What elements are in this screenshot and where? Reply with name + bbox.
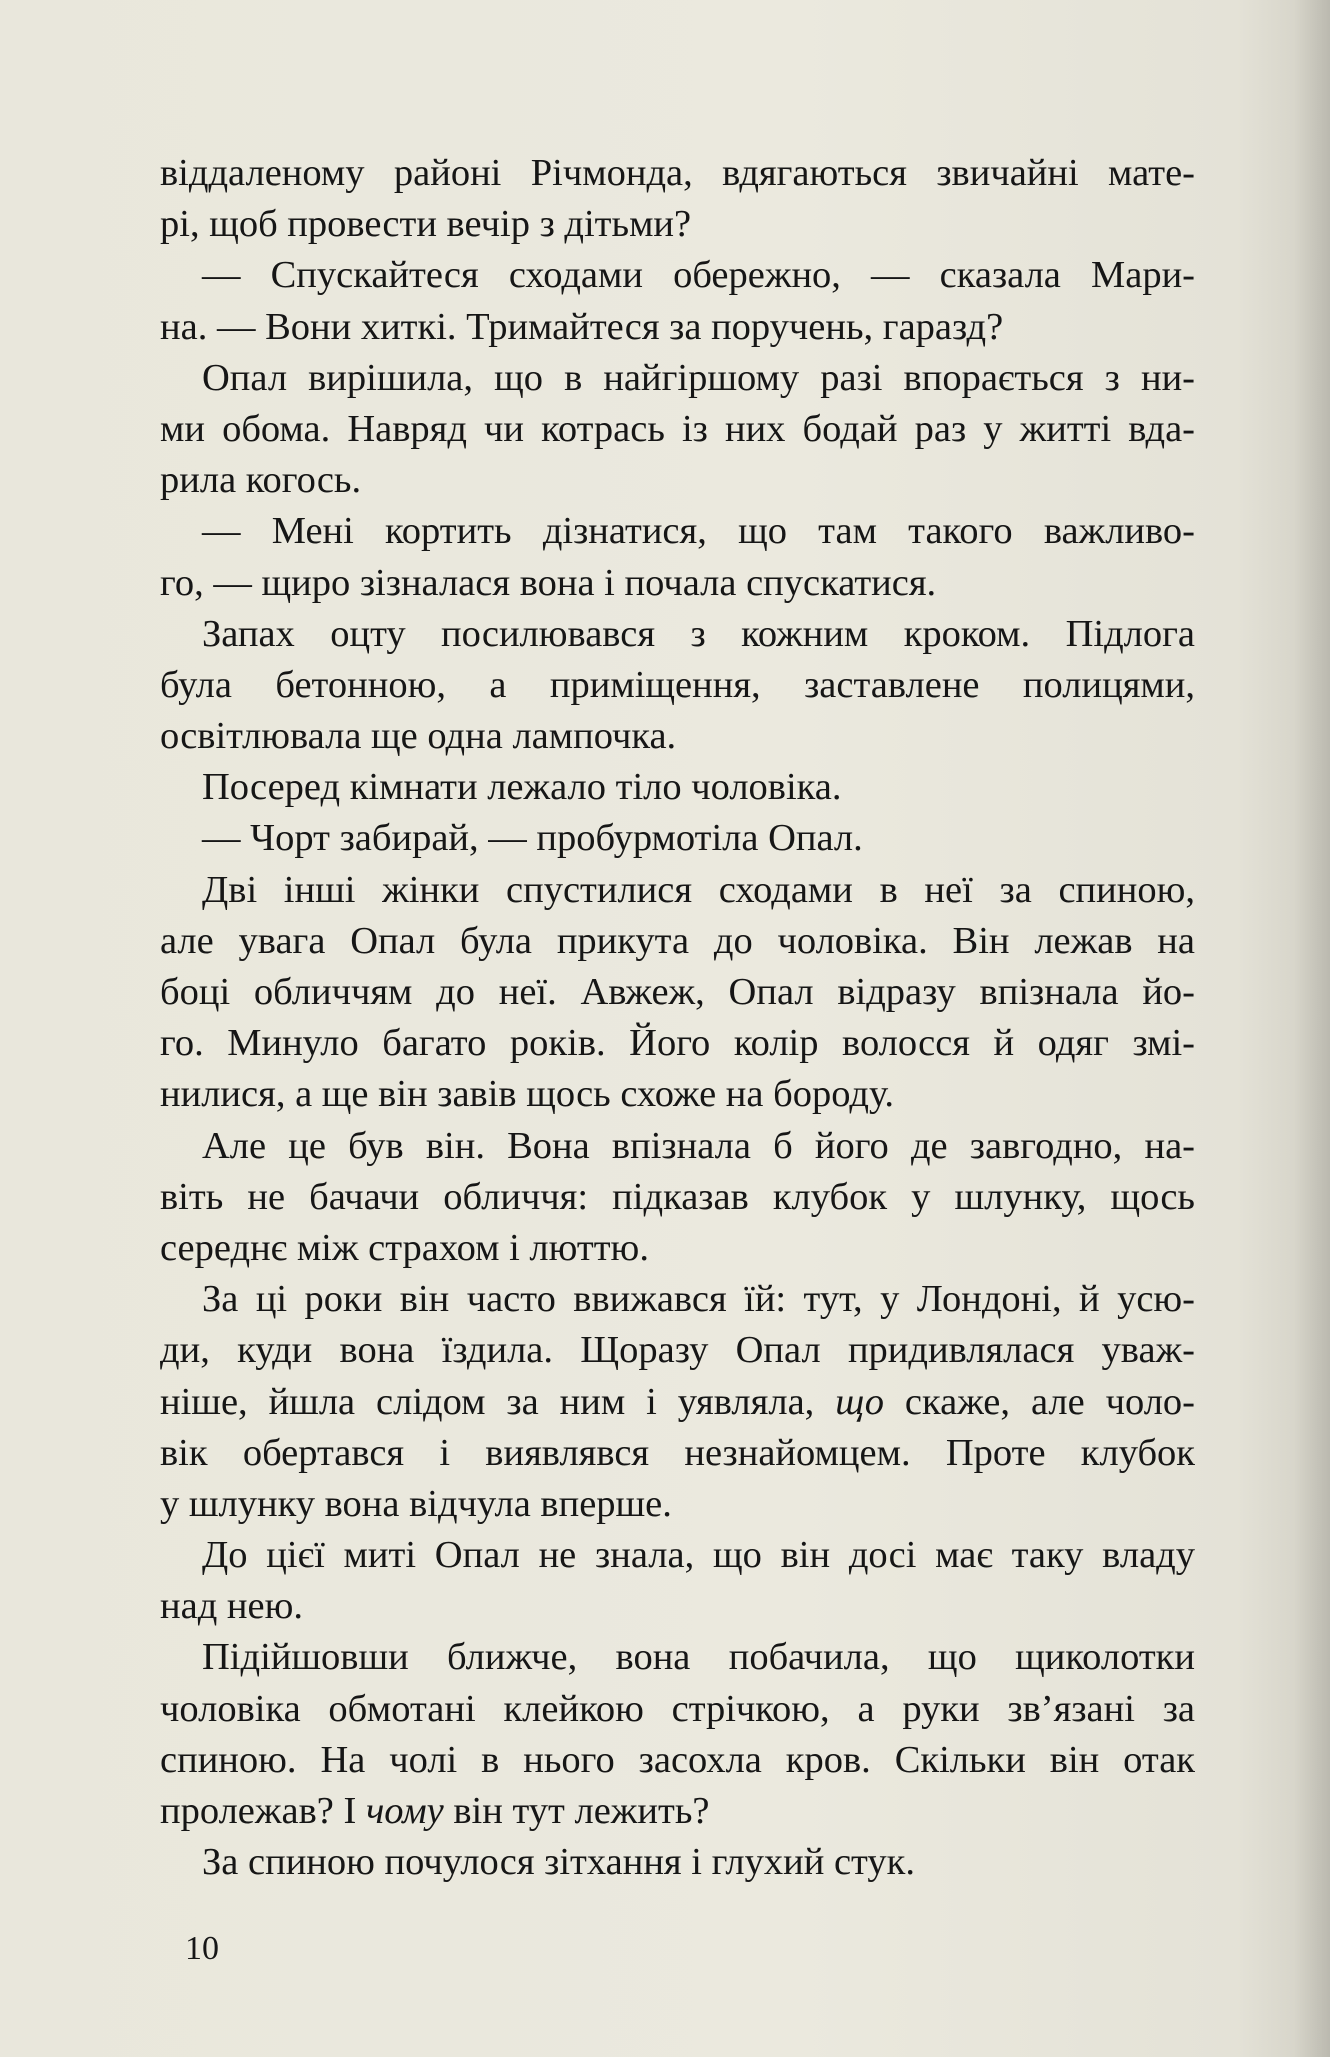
text-line: — Спускайтеся сходами обережно, — сказала Мари- <box>202 254 1195 297</box>
text-line: го. Минуло багато років. Його колір волосся й одяг змі- <box>160 1022 1195 1065</box>
text-line: Опал вирішила, що в найгіршому разі впорається з ни- <box>202 356 1195 399</box>
text-line: пролежав? І чому він тут лежить? <box>160 1790 710 1832</box>
paragraph <box>160 1121 1195 1275</box>
text-line: чоловіка обмотані клейкою стрічкою, а руки зв’язані за <box>160 1687 1195 1730</box>
text-line: боці обличчям до неї. Авжеж, Опал відразу впізнала йо- <box>160 971 1195 1013</box>
paragraph <box>160 148 1195 250</box>
paragraph <box>160 1632 1195 1837</box>
text-line: у шлунку вона відчула вперше. <box>160 1482 672 1525</box>
paragraph <box>160 762 1195 813</box>
paragraph <box>160 250 1195 352</box>
text-line: го, — щиро зізналася вона і почала спускатися. <box>160 561 937 604</box>
text-line: рі, щоб провести вечір з дітьми? <box>160 203 692 246</box>
body-text <box>160 148 1195 1888</box>
text-line: спиною. На чолі в нього засохла кров. Скільки він отак <box>160 1738 1195 1781</box>
paragraph <box>160 353 1195 507</box>
text-line: освітлювала ще одна лампочка. <box>160 715 677 758</box>
text-line: нилися, а ще він завів щось схоже на бороду. <box>160 1073 894 1116</box>
text-line: — Чорт забирай, — пробурмотіла Опал. <box>202 817 863 860</box>
text-line: на. — Вони хиткі. Тримайтеся за поручень, гаразд? <box>160 305 1004 348</box>
text-line: Але це був він. Вона впізнала б його де завгодно, на- <box>202 1124 1195 1167</box>
page-number: 10 <box>185 1930 219 1967</box>
text-line: ніше, йшла слідом за ним і уявляла, що скаже, але чоло- <box>160 1380 1195 1423</box>
text-line: Підійшовши ближче, вона побачила, що щиколотки <box>202 1636 1195 1679</box>
paragraph <box>160 506 1195 608</box>
text-line: За спиною почулося зітхання і глухий стук. <box>202 1841 915 1884</box>
paragraph <box>160 1837 1195 1888</box>
text-line: але увага Опал була прикута до чоловіка. Він лежав на <box>160 919 1195 962</box>
paragraph <box>160 609 1195 763</box>
text-line: вік обертався і виявлявся незнайомцем. Проте клубок <box>160 1431 1195 1474</box>
paragraph <box>160 1530 1195 1632</box>
text-line: середнє між страхом і люттю. <box>160 1226 649 1269</box>
text-line: За ці роки він часто ввижався їй: тут, у Лондоні, й усю- <box>202 1278 1195 1321</box>
page-edge-shadow <box>1294 0 1330 2057</box>
text-line: ди, куди вона їздила. Щоразу Опал придивлялася уваж- <box>160 1329 1195 1372</box>
text-line: ми обома. Навряд чи котрась із них бодай раз у житті вда- <box>160 407 1195 450</box>
text-line: — Мені кортить дізнатися, що там такого важливо- <box>202 510 1195 553</box>
text-line: Дві інші жінки спустилися сходами в неї за спиною, <box>202 868 1195 911</box>
text-line: віть не бачачи обличчя: підказав клубок у шлунку, щось <box>160 1175 1195 1218</box>
text-line: рила когось. <box>160 459 362 502</box>
text-line: віддаленому районі Річмонда, вдягаються звичайні мате- <box>160 152 1195 194</box>
paragraph <box>160 865 1195 1121</box>
paragraph <box>160 813 1195 864</box>
text-line: була бетонною, а приміщення, заставлене полицями, <box>160 663 1195 706</box>
text-line: Запах оцту посилювався з кожним кроком. Підлога <box>202 612 1195 655</box>
text-line: До цієї миті Опал не знала, що він досі має таку владу <box>202 1534 1195 1577</box>
text-line: Посеред кімнати лежало тіло чоловіка. <box>202 766 842 809</box>
paragraph <box>160 1274 1195 1530</box>
text-line: над нею. <box>160 1585 303 1628</box>
